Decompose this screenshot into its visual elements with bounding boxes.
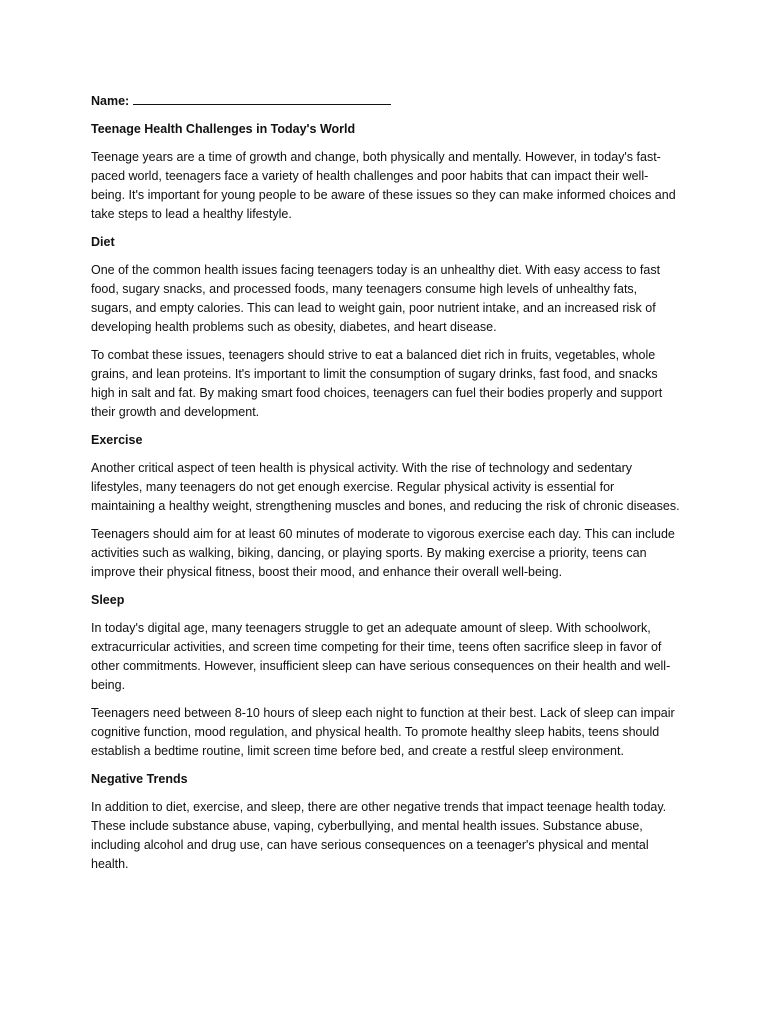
name-blank-line[interactable]	[133, 94, 391, 105]
heading-exercise: Exercise	[91, 433, 143, 447]
sleep-paragraph-2: Teenagers need between 8-10 hours of sleep each night to function at their best. Lack of sleep can impair cognitive function, mood regulation, and physical health. To promote healthy sleep habits, teens should establish a bedtime routine, limit screen time before bed, and create a restful sleep environment.	[91, 706, 675, 758]
heading-diet: Diet	[91, 235, 115, 249]
diet-paragraph-2: To combat these issues, teenagers should strive to eat a balanced diet rich in fruits, vegetables, whole grains, and lean proteins. It's important to limit the consumption of sugary drinks, fast food, and snacks high in salt and fat. By making smart food choices, teenagers can fuel their bodies properly and support their growth and development.	[91, 348, 663, 419]
worksheet-page	[91, 92, 681, 883]
exercise-paragraph-1: Another critical aspect of teen health is physical activity. With the rise of technology and sedentary lifestyles, many teenagers do not get enough exercise. Regular physical activity is essential for maintaining a healthy weight, strengthening muscles and bones, and reducing the risk of chronic diseases.	[91, 461, 680, 513]
intro-paragraph: Teenage years are a time of growth and change, both physically and mentally. However, in today's fast-paced world, teenagers face a variety of health challenges and poor habits that can impact their well-being. It's important for young people to be aware of these issues so they can make informed choices and take steps to lead a healthy lifestyle.	[91, 150, 676, 221]
heading-sleep: Sleep	[91, 593, 125, 607]
negative-trends-paragraph-1: In addition to diet, exercise, and sleep, there are other negative trends that impact teenage health today. These include substance abuse, vaping, cyberbullying, and mental health issues. Substance abuse, including alcohol and drug use, can have serious consequences on a teenager's physical and mental health.	[91, 800, 667, 871]
name-line	[91, 92, 681, 111]
document-title: Teenage Health Challenges in Today's World	[91, 122, 356, 136]
name-label: Name:	[91, 94, 130, 108]
sleep-paragraph-1: In today's digital age, many teenagers struggle to get an adequate amount of sleep. With schoolwork, extracurricular activities, and screen time competing for their time, teens often sacrifice sleep in favor of other commitments. However, insufficient sleep can have serious consequences on their health and well-being.	[91, 621, 671, 692]
diet-paragraph-1: One of the common health issues facing teenagers today is an unhealthy diet. With easy access to fast food, sugary snacks, and processed foods, many teenagers consume high levels of unhealthy fats, sugars, and empty calories. This can lead to weight gain, poor nutrient intake, and an increased risk of developing health problems such as obesity, diabetes, and heart disease.	[91, 263, 661, 334]
exercise-paragraph-2: Teenagers should aim for at least 60 minutes of moderate to vigorous exercise each day. This can include activities such as walking, biking, dancing, or playing sports. By making exercise a priority, teens can improve their physical fitness, boost their mood, and enhance their overall well-being.	[91, 527, 675, 579]
heading-negative-trends: Negative Trends	[91, 772, 188, 786]
